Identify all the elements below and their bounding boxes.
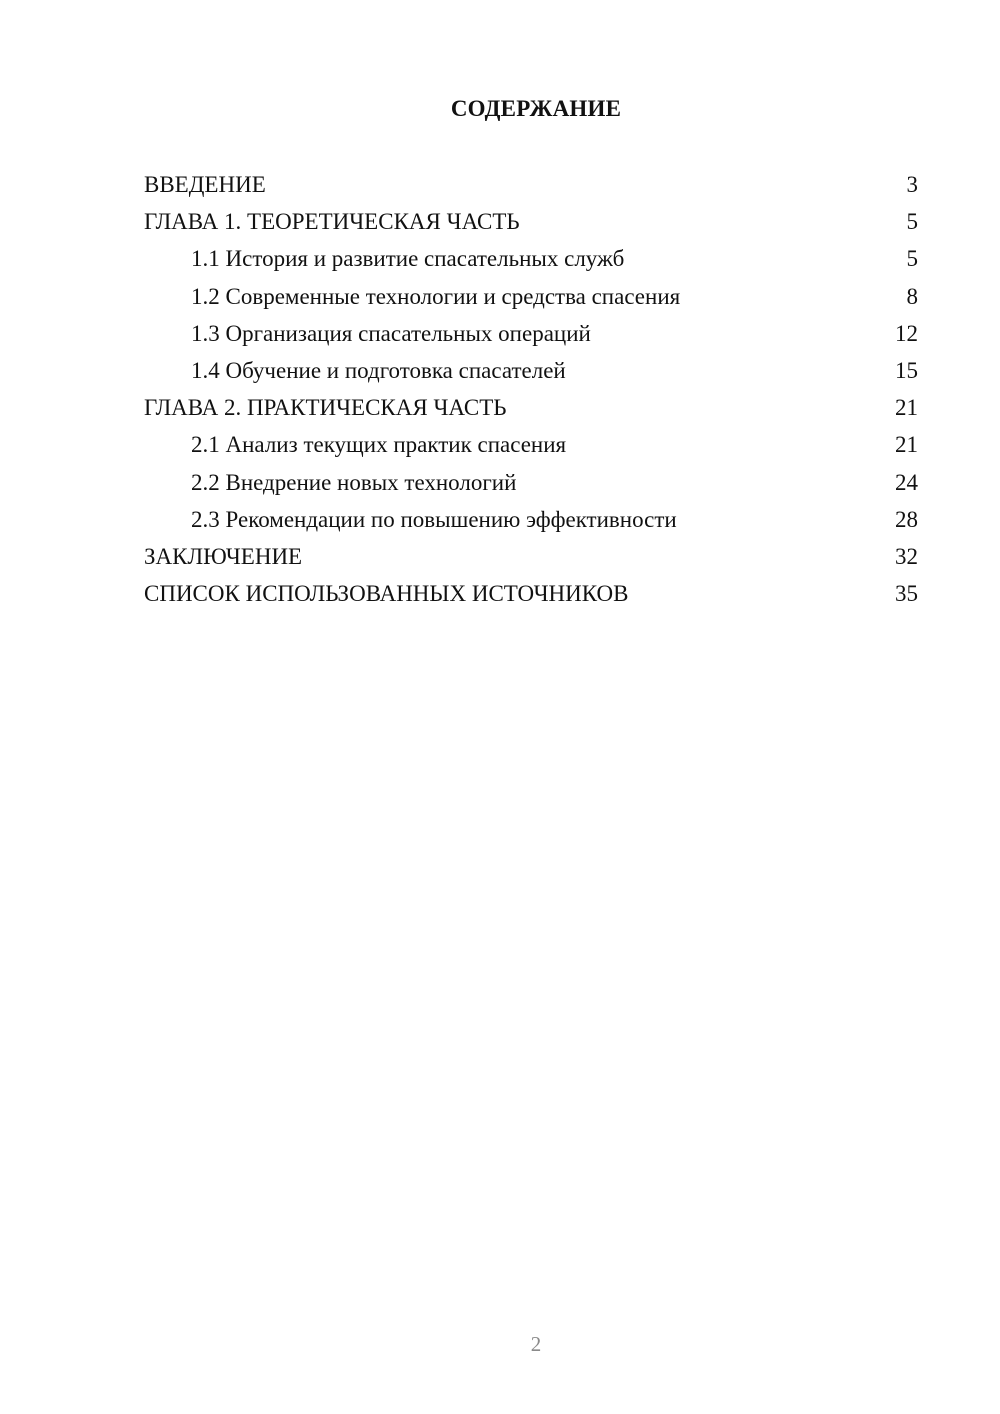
page-number: 2 [530, 1332, 542, 1356]
toc-entry-label: ЗАКЛЮЧЕНИЕ [144, 543, 303, 569]
toc-entry-section-1-2 [144, 280, 918, 317]
toc-title: СОДЕРЖАНИЕ [450, 96, 622, 121]
toc-entry-page: 21 [895, 395, 918, 421]
toc-entry-label: 2.3 Рекомендации по повышению эффективности [191, 506, 677, 532]
toc-entry-page: 24 [895, 469, 918, 495]
toc-entry-page: 3 [906, 172, 918, 197]
toc-entry-section-1-3 [144, 317, 918, 354]
toc-entry-page: 12 [895, 320, 918, 346]
toc-entry-page: 8 [906, 283, 918, 309]
toc-entry-label: ГЛАВА 1. ТЕОРЕТИЧЕСКАЯ ЧАСТЬ [144, 209, 520, 235]
toc-entry-section-2-2 [144, 466, 918, 503]
toc-entry-label: 1.2 Современные технологии и средства спасения [191, 283, 681, 309]
table-of-contents [144, 168, 918, 614]
toc-entry-label: СПИСОК ИСПОЛЬЗОВАННЫХ ИСТОЧНИКОВ [144, 581, 629, 607]
toc-entry-conclusion [144, 540, 918, 577]
toc-entry-label: 1.1 История и развитие спасательных служб [191, 246, 625, 272]
toc-entry-label: 1.4 Обучение и подготовка спасателей [191, 357, 566, 383]
toc-entry-page: 21 [895, 432, 918, 458]
toc-entry-label: ГЛАВА 2. ПРАКТИЧЕСКАЯ ЧАСТЬ [144, 395, 507, 421]
toc-entry-page: 32 [895, 543, 918, 569]
toc-entry-introduction [144, 168, 918, 205]
toc-entry-label: 2.1 Анализ текущих практик спасения [191, 432, 567, 458]
toc-entry-label: 2.2 Внедрение новых технологий [191, 469, 517, 495]
toc-entry-chapter-2 [144, 391, 918, 428]
toc-entry-page: 35 [895, 581, 918, 607]
toc-entry-page: 28 [895, 506, 918, 532]
toc-entry-page: 5 [906, 209, 918, 235]
toc-entry-references [144, 577, 918, 614]
toc-entry-section-1-1 [144, 242, 918, 279]
toc-entry-page: 15 [895, 357, 918, 383]
toc-entry-section-2-3 [144, 503, 918, 540]
toc-entry-chapter-1 [144, 205, 918, 242]
toc-entry-label: ВВЕДЕНИЕ [144, 172, 266, 197]
toc-entry-page: 5 [906, 246, 918, 272]
toc-entry-section-2-1 [144, 428, 918, 465]
toc-entry-section-1-4 [144, 354, 918, 391]
toc-entry-label: 1.3 Организация спасательных операций [191, 320, 591, 346]
